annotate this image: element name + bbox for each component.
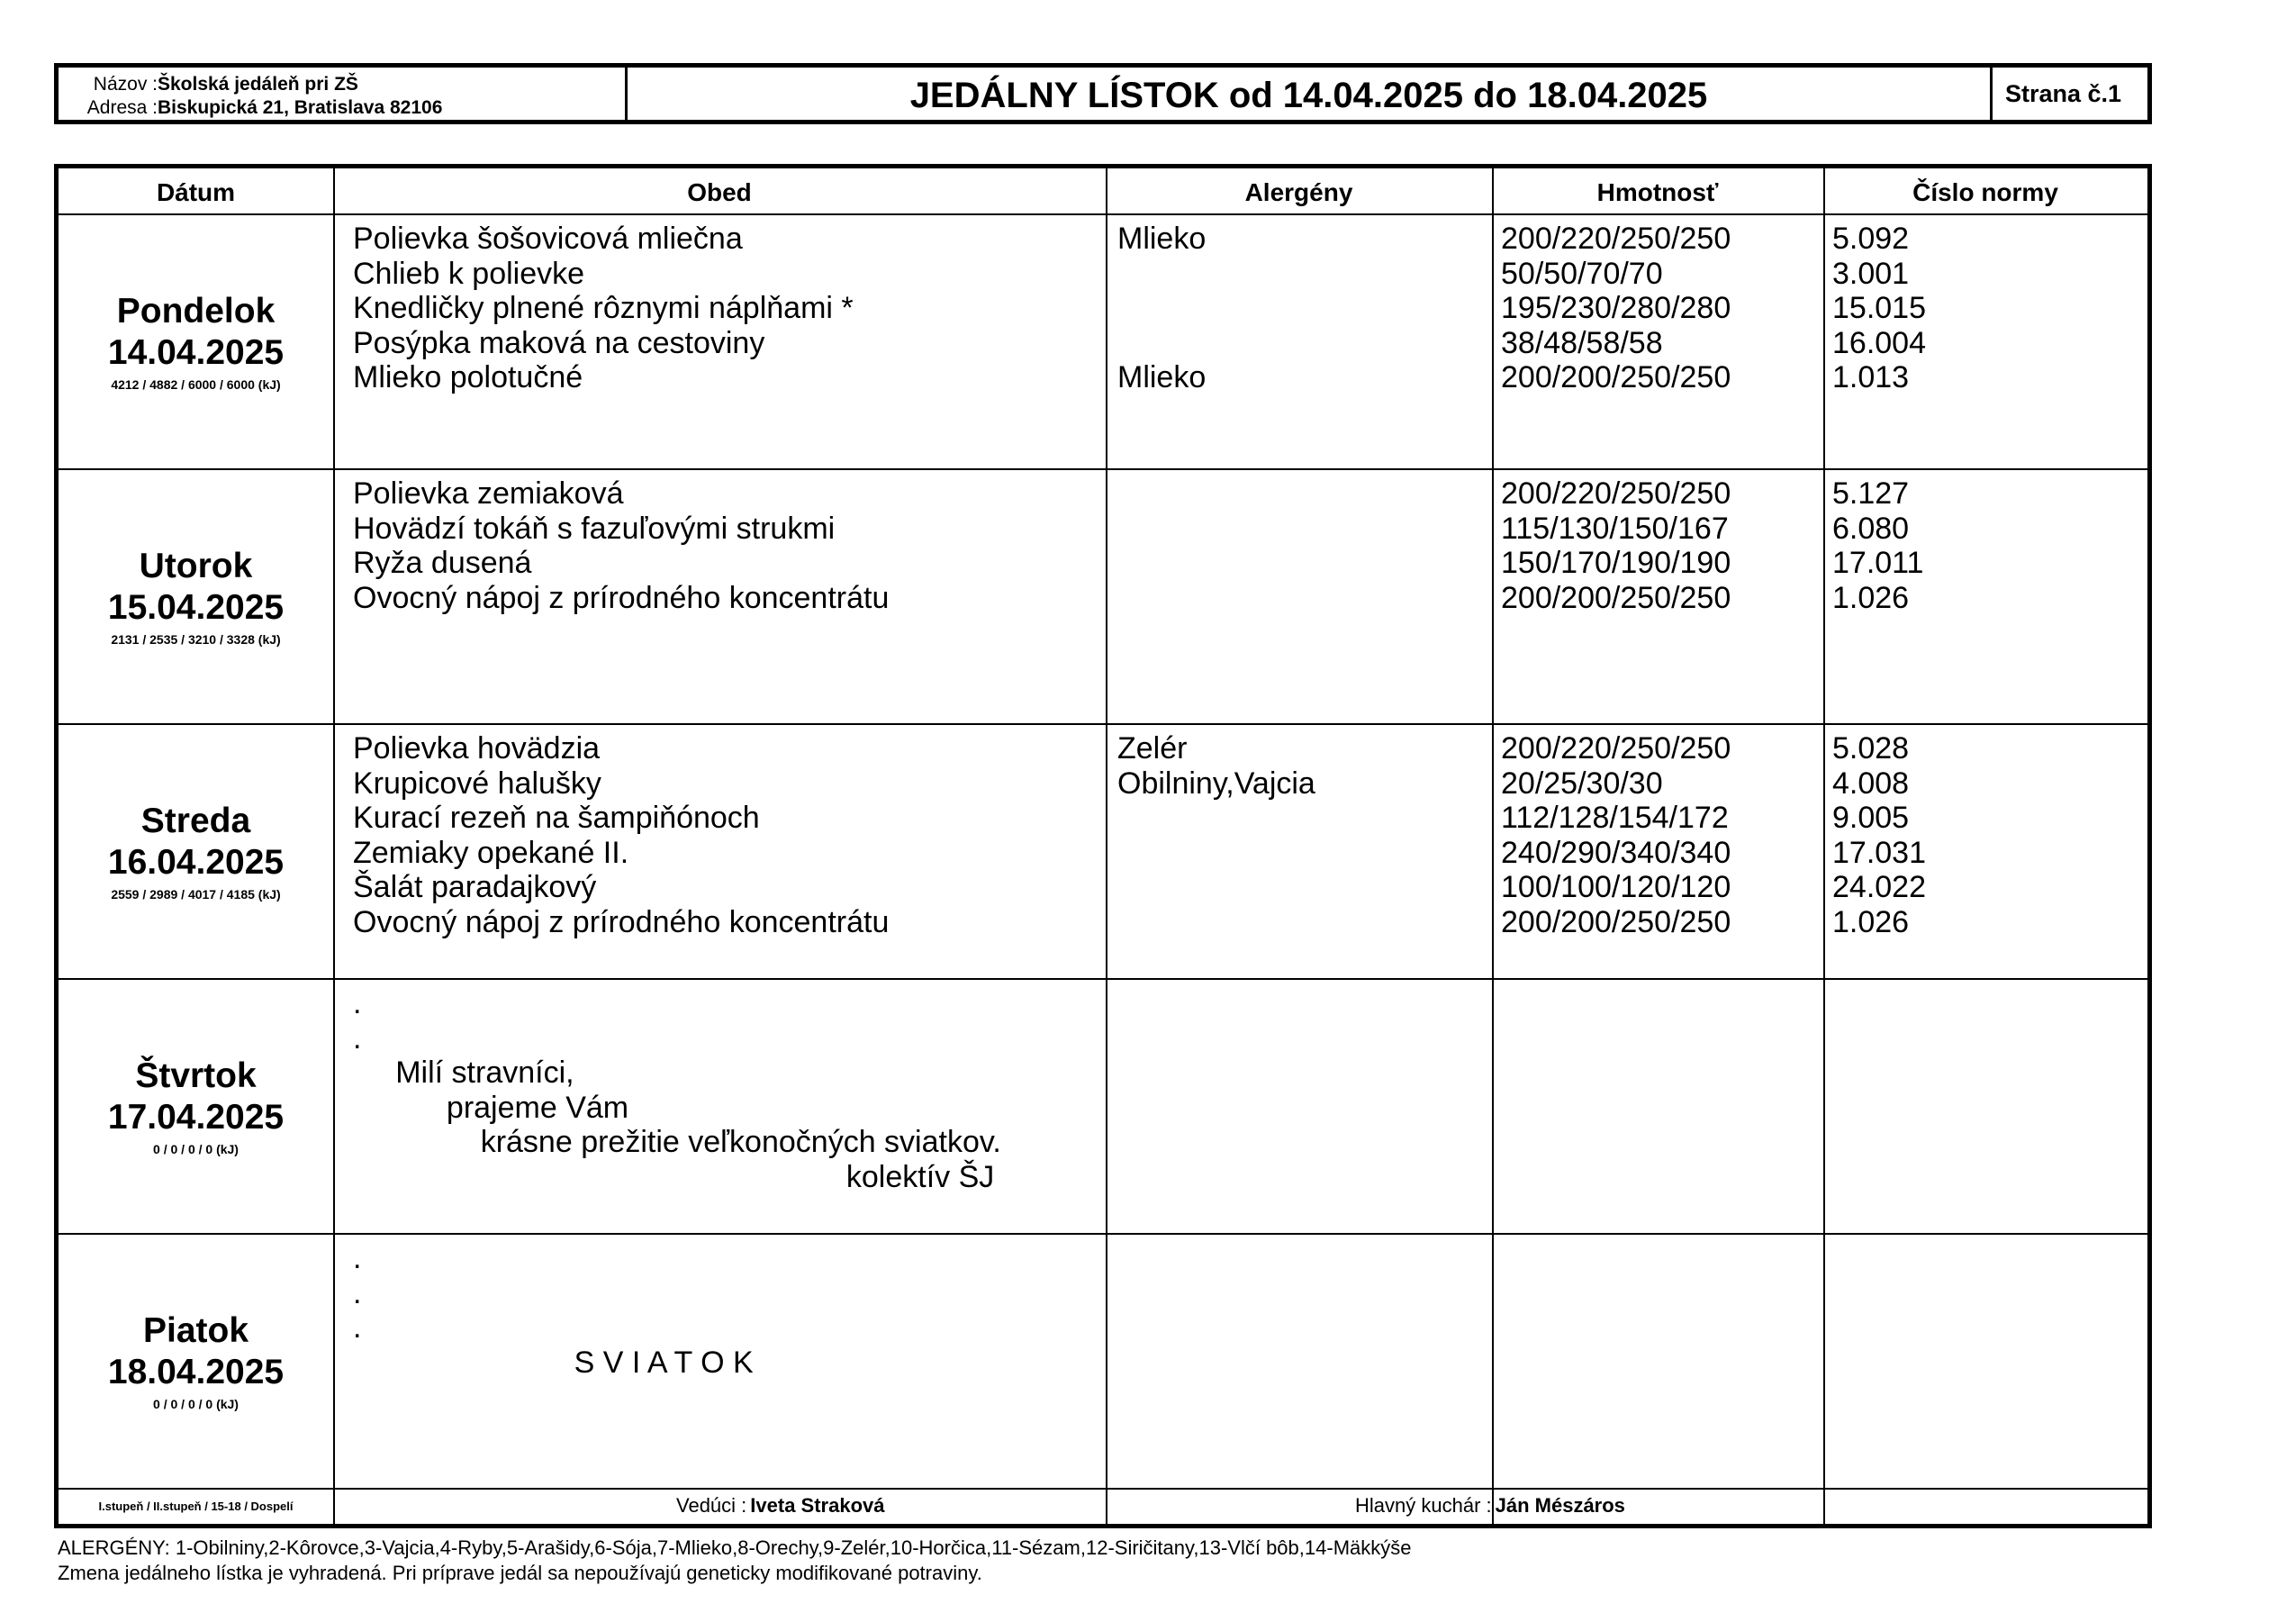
day-cell — [59, 468, 333, 723]
allergen-item — [1117, 905, 1315, 940]
day-kj: 4212 / 4882 / 6000 / 6000 (kJ) — [111, 376, 281, 392]
manager-name: Iveta Straková — [750, 1494, 885, 1517]
canteen-address-line — [77, 97, 442, 119]
grid-line — [59, 213, 2147, 215]
canteen-name-line — [77, 74, 358, 95]
weight-item: 200/200/250/250 — [1501, 580, 1731, 615]
canteen-name-label: Názov : — [93, 74, 158, 95]
grid-line — [1106, 168, 1107, 1524]
day-date: 16.04.2025 — [107, 842, 285, 882]
meal-item: . — [353, 1310, 362, 1346]
meal-item: . — [353, 1020, 362, 1056]
meal-item: Milí stravníci, — [353, 1056, 574, 1091]
weight-lines — [1501, 731, 1731, 940]
manager-label: Vedúci : — [676, 1494, 747, 1517]
day-cell — [59, 1233, 333, 1488]
weight-item: 200/200/250/250 — [1501, 360, 1731, 395]
allergen-item — [1117, 836, 1315, 871]
meal-item: Ryža dusená — [353, 546, 532, 581]
allergen-item: Mlieko — [1117, 222, 1207, 256]
allergen-item: Obilniny,Vajcia — [1117, 766, 1315, 801]
day-name: Piatok — [142, 1310, 249, 1350]
norm-item: 1.013 — [1832, 360, 1910, 395]
norm-item: 15.015 — [1832, 291, 1926, 326]
weight-item: 115/130/150/167 — [1501, 511, 1729, 546]
meal-lines — [353, 222, 854, 395]
allergen-legend: ALERGÉNY: 1-Obilniny,2-Kôrovce,3-Vajcia,4-Ryby,5-Arašidy,6-Sója,7-Mlieko,8-Orechy,9-Zelér,10-Horčica,11-Sézam,12-Siričitany,13-Vlčí bôb,14-Mäkkýše — [58, 1536, 1412, 1559]
meal-item: Ovocný nápoj z prírodného koncentrátu — [353, 904, 890, 939]
column-header-allergens: Alergény — [1244, 178, 1353, 206]
meal-item: Ovocný nápoj z prírodného koncentrátu — [353, 580, 890, 615]
norm-item: 16.004 — [1832, 325, 1926, 360]
column-header-date: Dátum — [156, 178, 236, 206]
weight-lines — [1501, 222, 1731, 395]
day-name: Streda — [140, 801, 251, 840]
column-header-meal: Obed — [687, 178, 752, 206]
day-date: 17.04.2025 — [107, 1097, 285, 1137]
norm-lines — [1832, 731, 1926, 940]
allergen-lines — [1117, 222, 1206, 395]
day-kj: 2559 / 2989 / 4017 / 4185 (kJ) — [111, 886, 281, 902]
norm-item: 3.001 — [1832, 256, 1910, 291]
weight-lines — [1501, 476, 1731, 615]
manager-signature — [676, 1488, 884, 1524]
meal-item: Posýpka maková na cestoviny — [353, 325, 765, 360]
day-name: Utorok — [139, 546, 253, 585]
menu-table — [54, 164, 2152, 1528]
meal-item: Polievka šošovicová mliečna — [353, 222, 743, 256]
document-header — [54, 63, 2152, 124]
menu-title: JEDÁLNY LÍSTOK od 14.04.2025 do 18.04.2025 — [909, 75, 1708, 115]
canteen-address: Biskupická 21, Bratislava 82106 — [158, 97, 443, 118]
day-name: Pondelok — [116, 291, 276, 331]
meal-lines — [353, 1241, 754, 1380]
meal-item: Polievka zemiaková — [353, 476, 624, 511]
chef-label: Hlavný kuchár : — [1355, 1494, 1492, 1517]
meal-item: . — [353, 986, 362, 1020]
weight-item: 195/230/280/280 — [1501, 291, 1731, 326]
day-name: Štvrtok — [135, 1056, 257, 1095]
grid-line — [1823, 168, 1825, 1524]
weight-item: 200/220/250/250 — [1501, 476, 1731, 511]
meal-item: Kurací rezeň na šampiňónoch — [353, 801, 760, 836]
meal-item: Polievka hovädzia — [353, 731, 601, 766]
day-date: 15.04.2025 — [107, 587, 285, 627]
chef-name: Ján Mészáros — [1495, 1494, 1625, 1517]
meal-item: Mlieko polotučné — [353, 360, 583, 395]
meal-item: prajeme Vám — [353, 1090, 629, 1125]
day-cell — [59, 978, 333, 1233]
meal-lines — [353, 476, 889, 615]
page-number: Strana č.1 — [1990, 68, 2147, 120]
norm-item: 5.028 — [1832, 731, 1910, 766]
notes — [58, 1536, 1412, 1586]
meal-lines — [353, 986, 1001, 1195]
allergen-item — [1117, 801, 1315, 836]
allergen-item: Zelér — [1117, 731, 1188, 766]
weight-item: 20/25/30/30 — [1501, 766, 1663, 801]
weight-item: 200/220/250/250 — [1501, 731, 1731, 766]
norm-item: 6.080 — [1832, 511, 1910, 546]
day-date: 18.04.2025 — [107, 1352, 285, 1391]
weight-item: 112/128/154/172 — [1501, 801, 1729, 836]
meal-item: Knedličky plnené rôznymi náplňami * — [353, 291, 854, 326]
allergen-item: Mlieko — [1117, 360, 1207, 395]
norm-item: 4.008 — [1832, 766, 1910, 801]
grid-line — [59, 1233, 2147, 1235]
norm-item: 5.127 — [1832, 476, 1910, 511]
meal-item: Šalát paradajkový — [353, 870, 597, 905]
norm-lines — [1832, 476, 1923, 615]
canteen-name: Školská jedáleň pri ZŠ — [158, 74, 358, 95]
meal-item: Krupicové halušky — [353, 766, 601, 801]
weight-item: 100/100/120/120 — [1501, 870, 1731, 905]
meal-item: . — [353, 1275, 362, 1310]
grid-line — [59, 978, 2147, 980]
meal-item: Hovädzí tokáň s fazuľovými strukmi — [353, 511, 836, 546]
chef-signature — [1355, 1488, 1625, 1524]
weight-item: 200/200/250/250 — [1501, 904, 1731, 939]
disclaimer: Zmena jedálneho lístka je vyhradená. Pri príprave jedál sa nepoužívajú geneticky modifikované potraviny. — [58, 1562, 982, 1584]
weight-item: 150/170/190/190 — [1501, 546, 1731, 581]
meal-item: kolektív ŠJ — [353, 1159, 995, 1194]
weight-item: 50/50/70/70 — [1501, 256, 1663, 291]
norm-lines — [1832, 222, 1926, 395]
weight-item: 240/290/340/340 — [1501, 835, 1731, 870]
day-kj: 0 / 0 / 0 / 0 (kJ) — [153, 1396, 239, 1411]
allergen-item — [1117, 326, 1206, 361]
norm-item: 24.022 — [1832, 870, 1926, 905]
norm-item: 5.092 — [1832, 222, 1910, 256]
day-kj: 2131 / 2535 / 3210 / 3328 (kJ) — [111, 631, 281, 647]
meal-lines — [353, 731, 889, 940]
canteen-address-label: Adresa : — [86, 97, 158, 118]
meal-item: krásne prežitie veľkonočných sviatkov. — [353, 1125, 1001, 1160]
norm-item: 9.005 — [1832, 801, 1910, 836]
grid-line — [59, 468, 2147, 470]
column-header-norm: Číslo normy — [1912, 178, 2058, 206]
allergen-item — [1117, 870, 1315, 905]
day-kj: 0 / 0 / 0 / 0 (kJ) — [153, 1141, 239, 1156]
age-groups-legend: I.stupeň / II.stupeň / 15-18 / Dospelí — [98, 1499, 294, 1513]
canteen-info — [59, 68, 628, 120]
norm-item: 1.026 — [1832, 580, 1910, 615]
allergen-item — [1117, 291, 1206, 326]
grid-line — [1492, 168, 1494, 1524]
meal-item: Chlieb k polievke — [353, 256, 585, 291]
grid-line — [333, 168, 335, 1524]
grid-line — [59, 723, 2147, 725]
allergen-item — [1117, 257, 1206, 292]
day-cell — [59, 213, 333, 468]
signature-row — [59, 1488, 2147, 1524]
weight-item: 200/220/250/250 — [1501, 222, 1731, 256]
allergen-lines — [1117, 731, 1315, 940]
norm-item: 17.031 — [1832, 835, 1926, 870]
meal-item: S V I A T O K — [353, 1345, 754, 1380]
column-header-weight: Hmotnosť — [1596, 178, 1719, 206]
meal-item: Zemiaky opekané II. — [353, 835, 629, 870]
day-date: 14.04.2025 — [107, 332, 285, 372]
weight-item: 38/48/58/58 — [1501, 325, 1663, 360]
meal-item: . — [353, 1241, 362, 1275]
day-cell — [59, 723, 333, 978]
norm-item: 1.026 — [1832, 904, 1910, 939]
norm-item: 17.011 — [1832, 546, 1924, 581]
